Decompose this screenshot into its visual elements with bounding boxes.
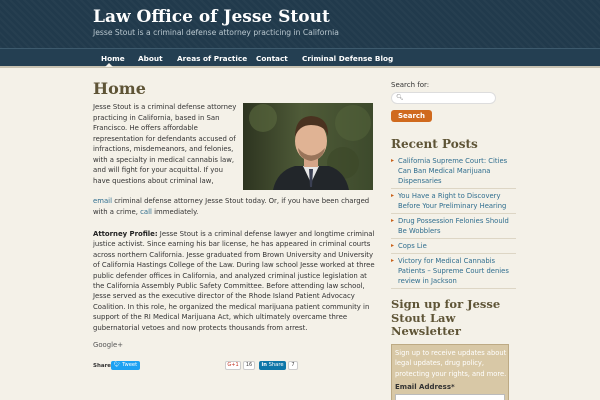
twitter-icon: 🐦︎ [113,362,121,368]
nav-item-criminal-defense-blog[interactable]: Criminal Defense Blog [302,54,394,63]
recent-posts-heading: Recent Posts [391,137,478,151]
site-header [0,0,600,48]
recent-posts-list [391,156,516,291]
nav-item-areas-of-practice[interactable]: Areas of Practice [177,54,248,63]
recent-post-link[interactable]: ▸ Drug Possession Felonies Should Be Wobblers [391,216,516,239]
tweet-button[interactable] [111,361,140,370]
email-link[interactable]: email [93,197,113,205]
search-input[interactable] [391,92,496,104]
intro-paragraph [93,102,239,186]
linkedin-count: 7 [288,361,298,370]
current-page-marker [105,63,113,67]
google-plus-count: 16 [243,361,255,370]
nav-item-contact[interactable]: Contact [256,54,288,63]
attorney-profile [93,229,378,333]
share-label: Share [93,363,112,369]
intro-text-2: criminal defense attorney Jesse Stout today. Or, if you have been charged with a crime, [93,197,370,216]
nav-item-home[interactable]: Home [101,54,125,63]
intro-paragraph-end [93,196,373,217]
call-link[interactable]: call [140,207,152,216]
search-label: Search for: [391,81,430,89]
newsletter-heading: Sign up for Jesse Stout Law Newsletter [391,297,501,338]
profile-label: Attorney Profile: [93,230,158,238]
linkedin-share-label: Share [268,362,284,368]
attorney-photo [243,103,373,190]
newsletter-description: Sign up to receive updates about legal updates, drug policy, protecting your rights, and more. [395,349,507,378]
linkedin-icon: in [261,362,267,368]
search-button[interactable]: Search [391,110,432,122]
tweet-label: Tweet [122,362,138,368]
site-title[interactable]: Law Office of Jesse Stout [93,7,330,27]
recent-post-link[interactable]: ▸ California Supreme Court: Cities Can Ban Medical Marijuana Dispensaries [391,156,516,189]
share-bar [93,361,383,373]
recent-post-link[interactable]: ▸ Cops Lie [391,241,516,254]
main-navigation [0,48,600,68]
site-description: Jesse Stout is a criminal defense attorney practicing in California [93,28,339,37]
recent-post-link[interactable]: ▸ You Have a Right to Discovery Before Your Preliminary Hearing [391,191,516,214]
profile-text: Jesse Stout is a criminal defense lawyer and longtime criminal justice activist. Since earning his bar license, he has appeared in criminal courts across northern California. Jesse graduated from Brown University and University of California Hastings College of the Law. During law school Jesse worked at three public defender offices in California, and analyzed criminal justice legislation at the California Assembly Public Safety Committee. Before attending law school, Jesse served as the executive director of the Rhode Island Patient Advocacy Coalition. In this role, he organized the medical marijuana patient community in support of the RI Medical Marijuana Act, which ultimately overcame three gubernatorial vetoes and now protects thousands from arrest. [93,230,375,332]
email-input[interactable] [395,394,505,400]
google-plus-one-button[interactable]: G+1 [225,361,241,370]
page-title: Home [93,79,146,98]
recent-post-link[interactable]: ▸ Victory for Medical Cannabis Patients – Supreme Court denies review in Jackson [391,256,516,289]
linkedin-share-button[interactable] [259,361,286,370]
google-plus-link[interactable]: Google+ [93,341,124,349]
portrait-image [243,103,373,190]
search-icon: 🔍︎ [396,94,404,101]
intro-text-3: immediately. [151,207,199,216]
intro-text: Jesse Stout is a criminal defense attorney practicing in California, based in San Francisco. He offers affordable representation for defendants accused of infractions, misdemeanors, and felonies, with a specialty in medical cannabis law, and will fight for your acquittal. If you have questions about criminal law, [93,103,237,185]
newsletter-signup-box [391,344,509,400]
email-label: Email Address* [395,383,455,391]
nav-item-about[interactable]: About [138,54,163,63]
